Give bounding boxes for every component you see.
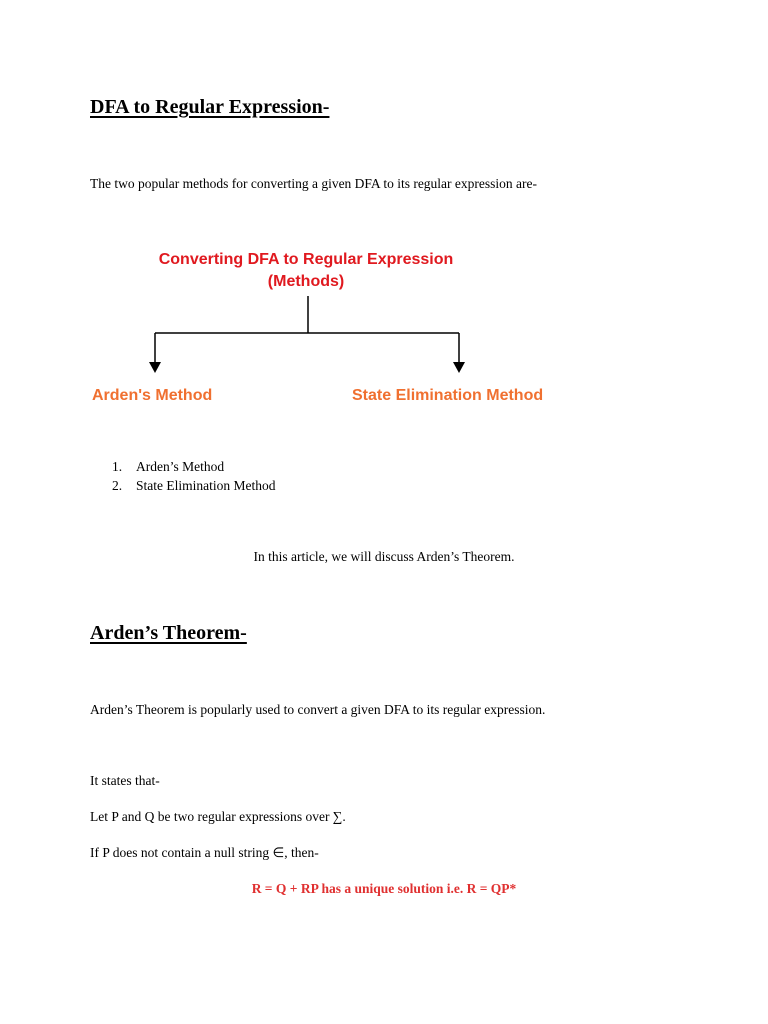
- diagram-right-arrowhead: [453, 362, 465, 373]
- diagram-title-line1: Converting DFA to Regular Expression: [158, 251, 454, 268]
- diagram-left-arrowhead: [149, 362, 161, 373]
- ardens-intro-paragraph: Arden’s Theorem is popularly used to convert a given DFA to its regular expression.: [90, 702, 546, 717]
- list-item: [112, 457, 412, 476]
- list-item-number: 1.: [112, 459, 123, 474]
- diagram-title-line2: (Methods): [267, 273, 345, 290]
- states-that-text: It states that-: [90, 773, 160, 788]
- intro-paragraph: The two popular methods for converting a given DFA to its regular expression are-: [90, 176, 538, 191]
- if-p-null-string-text: If P does not contain a null string ∈, then-: [90, 845, 319, 860]
- list-item: [112, 476, 412, 495]
- methods-list: [112, 457, 412, 495]
- let-p-q-text: Let P and Q be two regular expressions over ∑.: [90, 809, 346, 824]
- section-heading-ardens-theorem: Arden’s Theorem-: [90, 622, 247, 644]
- ardens-formula: R = Q + RP has a unique solution i.e. R = QP*: [251, 881, 517, 896]
- list-item-label: State Elimination Method: [136, 478, 276, 493]
- list-item-number: 2.: [112, 478, 123, 493]
- methods-diagram: [80, 240, 580, 420]
- article-note: In this article, we will discuss Arden’s Theorem.: [253, 549, 515, 564]
- list-item-label: Arden’s Method: [136, 459, 225, 474]
- diagram-leaf-ardens-method: Arden's Method: [92, 387, 213, 404]
- diagram-leaf-state-elimination: State Elimination Method: [352, 387, 544, 404]
- page-heading-dfa-to-regex: DFA to Regular Expression-: [90, 96, 330, 118]
